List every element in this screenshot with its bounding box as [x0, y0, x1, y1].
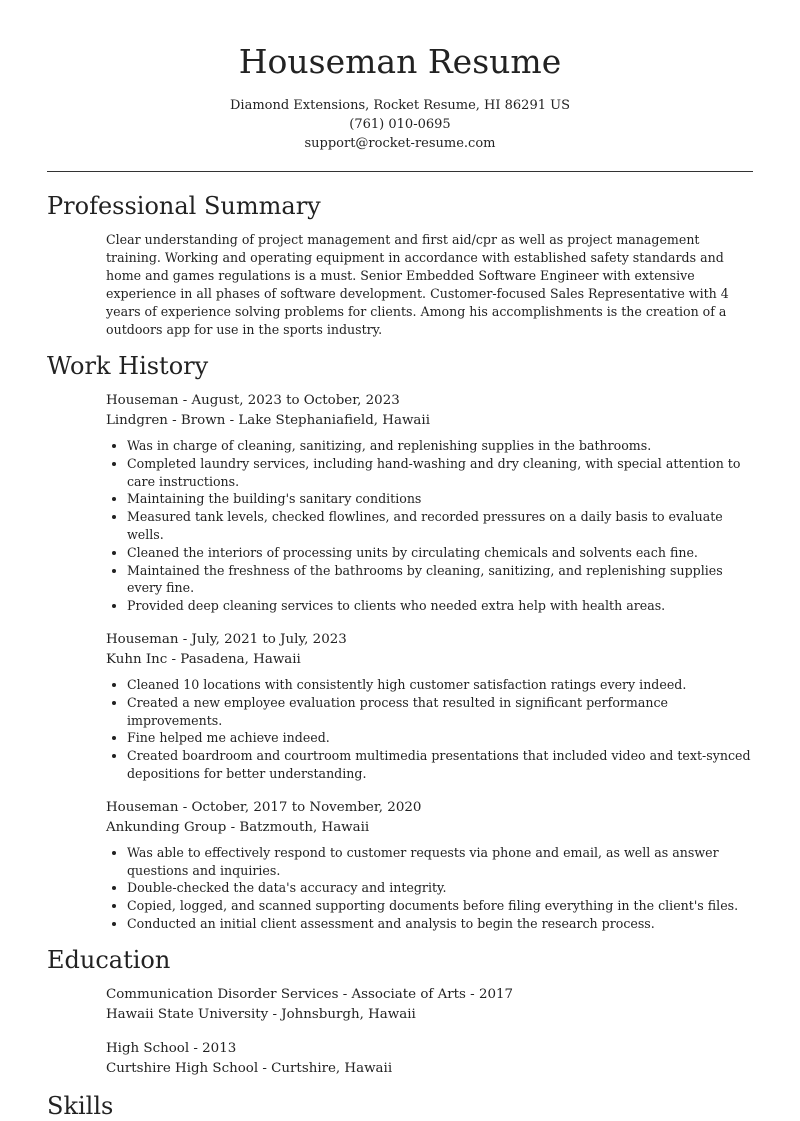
education-degree-line: Communication Disorder Services - Associate of Arts - 2017	[106, 986, 514, 1002]
address-text: Diamond Extensions, Rocket Resume, HI 86291 US	[230, 98, 570, 113]
duty-item: • Measured tank levels, checked flowlines, and recorded pressures on a daily basis to evaluate wells.	[127, 508, 753, 544]
education-school-line: Curtshire High School - Curtshire, Hawaii	[106, 1060, 393, 1076]
job-duties	[106, 676, 753, 783]
work-history-list	[0, 391, 800, 933]
job-entry	[106, 391, 753, 615]
duty-item: • Copied, logged, and scanned supporting documents before filing everything in the client's files.	[127, 897, 753, 915]
education-degree-line: High School - 2013	[106, 1040, 237, 1056]
skills-heading: Skills	[47, 1091, 114, 1120]
job-company-line: Lindgren - Brown - Lake Stephaniafield, Hawaii	[106, 413, 430, 428]
duty-item: • Double-checked the data's accuracy and integrity.	[127, 879, 753, 897]
job-duties	[106, 437, 753, 615]
duty-item: • Fine helped me achieve indeed.	[127, 729, 753, 747]
education-heading: Education	[47, 945, 171, 974]
summary-text: Clear understanding of project management and first aid/cpr as well as project management training. Working and operating equipment in accordance with established safety standards and home and games regulations is a must. Senior Embedded Software Engineer with extensive experience in all phases of software development. Customer-focused Sales Representative with 4 years of experience solving problems for clients. Among his accomplishments is the creation of a outdoors app for use in the sports industry.	[106, 232, 729, 337]
phone-text: (761) 010-0695	[349, 117, 451, 132]
duty-item: • Completed laundry services, including hand-washing and dry cleaning, with special attention to care instructions.	[127, 455, 753, 491]
job-company-line: Ankunding Group - Batzmouth, Hawaii	[106, 819, 370, 835]
job-title-line: Houseman - October, 2017 to November, 2020	[106, 799, 422, 815]
education-school-line: Hawaii State University - Johnsburgh, Hawaii	[106, 1006, 416, 1022]
duty-item: • Maintained the freshness of the bathrooms by cleaning, sanitizing, and replenishing supplies every fine.	[127, 562, 753, 598]
duty-item: • Provided deep cleaning services to clients who needed extra help with health areas.	[127, 597, 753, 615]
duty-item: • Was in charge of cleaning, sanitizing, and replenishing supplies in the bathrooms.	[127, 437, 753, 455]
duty-item: • Cleaned 10 locations with consistently high customer satisfaction ratings every indeed.	[127, 676, 753, 694]
summary-heading: Professional Summary	[47, 192, 321, 220]
job-entry	[106, 798, 753, 933]
contact-info	[0, 96, 800, 153]
resume-title: Houseman Resume	[238, 42, 562, 81]
education-list	[0, 985, 800, 1079]
work-history-heading: Work History	[47, 352, 209, 380]
job-duties	[106, 844, 753, 933]
duty-item: • Created boardroom and courtroom multimedia presentations that included video and text-synced depositions for better understanding.	[127, 747, 753, 783]
job-title-line: Houseman - July, 2021 to July, 2023	[106, 631, 347, 647]
duty-item: • Was able to effectively respond to customer requests via phone and email, as well as answer questions and inquiries.	[127, 844, 753, 880]
duty-item: • Maintaining the building's sanitary conditions	[127, 490, 753, 508]
job-entry	[106, 630, 753, 783]
job-title-line: Houseman - August, 2023 to October, 2023	[106, 393, 400, 408]
duty-item: • Cleaned the interiors of processing units by circulating chemicals and solvents each fine.	[127, 544, 753, 562]
duty-item: • Created a new employee evaluation process that resulted in significant performance improvements.	[127, 694, 753, 730]
resume-header	[0, 0, 800, 153]
duty-item: • Conducted an initial client assessment and analysis to begin the research process.	[127, 915, 753, 933]
email-text: support@rocket-resume.com	[304, 136, 496, 151]
job-company-line: Kuhn Inc - Pasadena, Hawaii	[106, 651, 301, 667]
header-divider	[47, 171, 753, 172]
